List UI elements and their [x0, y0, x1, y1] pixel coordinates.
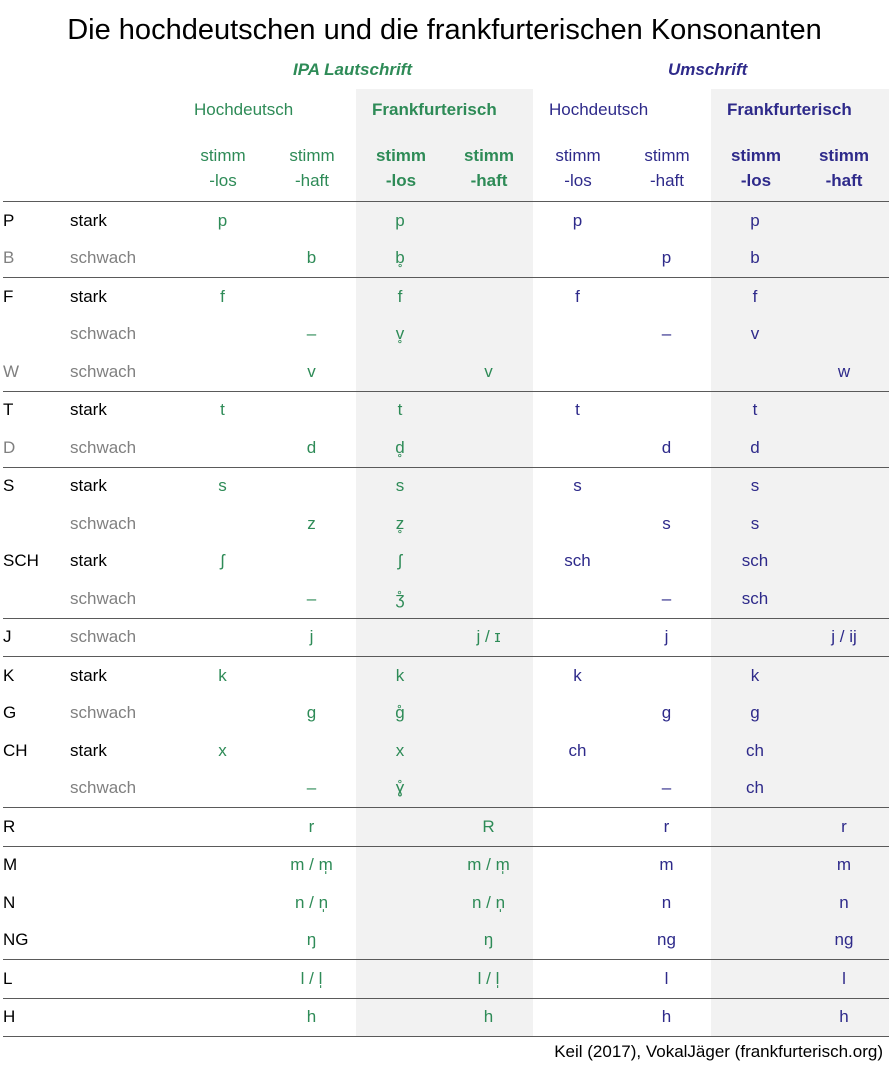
- row-letter: G: [3, 703, 17, 723]
- table-cell: j: [622, 618, 711, 657]
- row-letter: [3, 316, 70, 354]
- table-cell: [178, 240, 267, 278]
- group-header-ipa: IPA Lautschrift: [293, 60, 413, 79]
- table-cell: [178, 998, 267, 1037]
- table-cell: –: [661, 588, 672, 608]
- table-cell: [444, 391, 533, 429]
- table-cell: w: [799, 353, 889, 391]
- subheader-ipa-hd-stimmlos: stimm -los: [200, 146, 246, 190]
- table-cell: m: [622, 846, 711, 884]
- row-strength: stark: [70, 210, 107, 230]
- table-row: [3, 391, 889, 429]
- table-cell: [533, 960, 622, 999]
- table-cell: [711, 922, 799, 960]
- table-cell: [533, 505, 622, 543]
- table-cell: [444, 543, 533, 581]
- table-cell: [799, 391, 889, 429]
- table-cell: [178, 960, 267, 999]
- table-cell: R: [444, 808, 533, 847]
- table-cell: n / n̩: [444, 884, 533, 922]
- table-cell: [533, 695, 622, 733]
- table-cell: r: [799, 808, 889, 847]
- row-strength: stark: [70, 467, 178, 505]
- table-cell: [799, 202, 889, 240]
- header-ipa-hochdeutsch: Hochdeutsch: [194, 100, 294, 119]
- table-cell: v: [711, 316, 799, 354]
- table-cell: [178, 846, 267, 884]
- table-cell: [799, 657, 889, 695]
- row-letter: W: [3, 361, 20, 381]
- table-cell: [622, 278, 711, 316]
- table-row: [3, 202, 889, 240]
- table-row: [3, 505, 889, 543]
- table-cell: [178, 429, 267, 467]
- row-letter: R: [3, 808, 70, 847]
- table-cell: ŋ: [306, 930, 317, 950]
- row-letter: N: [3, 892, 16, 912]
- table-cell: [799, 543, 889, 581]
- table-cell: [356, 884, 444, 922]
- row-letter: H: [3, 998, 70, 1037]
- table-cell: [622, 391, 711, 429]
- table-cell: [533, 884, 622, 922]
- table-cell: l / l̩: [267, 960, 356, 999]
- table-cell: s: [711, 505, 799, 543]
- table-cell: sch: [711, 580, 799, 618]
- table-cell: sch: [564, 551, 591, 571]
- table-cell: [356, 960, 444, 999]
- table-cell: [799, 580, 889, 618]
- row-strength: schwach: [70, 703, 137, 723]
- table-cell: [533, 618, 622, 657]
- table-cell: z̥: [356, 505, 444, 543]
- table-cell: s: [711, 467, 799, 505]
- row-letter: L: [3, 960, 70, 999]
- source-credit: Keil (2017), VokalJäger (frankfurterisch.org): [554, 1042, 883, 1061]
- table-cell: f: [533, 278, 622, 316]
- table-row: [3, 884, 889, 922]
- table-cell: ʃ: [356, 543, 444, 581]
- row-letter: D: [3, 437, 16, 457]
- table-cell: [178, 316, 267, 354]
- row-letter: P: [3, 210, 15, 230]
- table-cell: [267, 391, 356, 429]
- table-cell: f: [356, 278, 444, 316]
- table-cell: g: [711, 695, 799, 733]
- header-umschrift-hochdeutsch: Hochdeutsch: [549, 100, 649, 119]
- table-cell: [799, 732, 889, 770]
- row-strength: schwach: [70, 588, 137, 608]
- table-cell: t: [533, 391, 622, 429]
- table-row: [3, 695, 889, 733]
- table-cell: [711, 808, 799, 847]
- table-cell: m / m̩: [444, 846, 533, 884]
- table-cell: [711, 846, 799, 884]
- subheader-um-hd-stimmlos: stimm -los: [555, 146, 601, 190]
- table-cell: g: [661, 703, 672, 723]
- row-strength: [70, 922, 178, 960]
- table-row: [3, 618, 889, 657]
- table-cell: [622, 467, 711, 505]
- subheader-ipa-ff-stimmlos: stimm -los: [375, 146, 427, 190]
- table-cell: [444, 202, 533, 240]
- table-cell: s: [356, 467, 444, 505]
- table-cell: k: [711, 657, 799, 695]
- table-row: [3, 770, 889, 808]
- table-cell: [711, 884, 799, 922]
- table-cell: f: [711, 278, 799, 316]
- row-letter: F: [3, 278, 70, 316]
- table-cell: [533, 316, 622, 354]
- table-cell: [356, 618, 444, 657]
- table-cell: [799, 695, 889, 733]
- table-cell: f: [178, 278, 267, 316]
- row-strength: schwach: [70, 618, 178, 657]
- subheader-ipa-hd-stimmhaft: stimm -haft: [289, 146, 335, 190]
- table-cell: j / ij: [799, 618, 889, 657]
- table-cell: s: [662, 513, 671, 533]
- table-cell: [799, 467, 889, 505]
- table-cell: d: [711, 429, 799, 467]
- table-row: [3, 543, 889, 581]
- table-cell: g: [306, 703, 317, 723]
- table-cell: t: [356, 391, 444, 429]
- table-cell: [533, 998, 622, 1037]
- table-cell: d̥: [356, 429, 444, 467]
- table-cell: [533, 846, 622, 884]
- table-cell: s: [178, 467, 267, 505]
- table-cell: [533, 770, 622, 808]
- table-cell: [178, 580, 267, 618]
- table-cell: t: [711, 391, 799, 429]
- table-cell: [178, 808, 267, 847]
- table-cell: [444, 505, 533, 543]
- table-cell: [711, 618, 799, 657]
- table-cell: p: [217, 210, 228, 230]
- table-cell: [711, 960, 799, 999]
- row-letter: [3, 580, 70, 618]
- table-cell: [622, 202, 711, 240]
- table-cell: v: [307, 361, 316, 381]
- group-header-umschrift: Umschrift: [668, 60, 748, 79]
- table-cell: n: [661, 892, 672, 912]
- table-cell: [711, 353, 799, 391]
- table-cell: k: [533, 657, 622, 695]
- subheader-um-hd-stimmhaft: stimm -haft: [644, 146, 690, 190]
- table-cell: [533, 580, 622, 618]
- table-cell: j: [267, 618, 356, 657]
- table-cell: [444, 695, 533, 733]
- table-cell: [711, 998, 799, 1037]
- row-strength: stark: [70, 391, 178, 429]
- page-title: Die hochdeutschen und die frankfurterischen Konsonanten: [67, 14, 822, 46]
- table-cell: [356, 998, 444, 1037]
- table-cell: sch: [711, 543, 799, 581]
- row-strength: schwach: [70, 324, 137, 344]
- table-cell: h: [267, 998, 356, 1037]
- table-cell: j / ɪ: [444, 618, 533, 657]
- table-cell: [444, 240, 533, 278]
- table-cell: [799, 770, 889, 808]
- table-cell: ŋ: [444, 922, 533, 960]
- table-cell: [356, 922, 444, 960]
- table-cell: –: [661, 778, 672, 798]
- table-cell: m: [799, 846, 889, 884]
- table-cell: ch: [711, 732, 799, 770]
- table-cell: [356, 808, 444, 847]
- table-cell: [444, 278, 533, 316]
- table-cell: [533, 808, 622, 847]
- table-cell: [622, 732, 711, 770]
- table-cell: ch: [711, 770, 799, 808]
- table-cell: s: [533, 467, 622, 505]
- table-cell: b̥: [356, 240, 444, 278]
- table-cell: [444, 580, 533, 618]
- table-cell: [444, 316, 533, 354]
- table-cell: ʃ: [220, 551, 225, 571]
- table-cell: v: [444, 353, 533, 391]
- table-cell: [267, 543, 356, 581]
- subheader-um-ff-stimmlos: stimm -los: [730, 146, 782, 190]
- table-cell: z: [307, 513, 316, 533]
- table-cell: ch: [568, 740, 587, 760]
- row-letter: T: [3, 391, 70, 429]
- table-row: [3, 316, 889, 354]
- table-cell: b: [306, 248, 317, 268]
- table-cell: m / m̩: [267, 846, 356, 884]
- table-row: [3, 240, 889, 278]
- table-cell: [799, 316, 889, 354]
- row-strength: [70, 884, 178, 922]
- table-cell: ng: [799, 922, 889, 960]
- table-cell: [267, 202, 356, 240]
- table-cell: n: [799, 884, 889, 922]
- table-cell: [178, 505, 267, 543]
- subheader-um-ff-stimmhaft: stimm -haft: [818, 146, 870, 190]
- table-cell: [799, 429, 889, 467]
- table-cell: n / n̩: [294, 892, 329, 912]
- table-cell: [356, 846, 444, 884]
- row-letter: CH: [3, 740, 28, 760]
- table-row: [3, 998, 889, 1037]
- table-row: [3, 960, 889, 999]
- table-cell: r: [267, 808, 356, 847]
- table-cell: p: [661, 248, 672, 268]
- row-strength: stark: [70, 657, 178, 695]
- consonant-table: [3, 201, 889, 1037]
- table-cell: [267, 657, 356, 695]
- table-cell: [444, 657, 533, 695]
- row-strength: stark: [70, 278, 178, 316]
- table-row: [3, 732, 889, 770]
- table-cell: h: [622, 998, 711, 1037]
- table-cell: [533, 922, 622, 960]
- row-strength: schwach: [70, 437, 137, 457]
- row-letter: S: [3, 467, 70, 505]
- table-cell: k: [356, 657, 444, 695]
- table-cell: h: [444, 998, 533, 1037]
- table-cell: d: [661, 437, 672, 457]
- table-cell: [622, 657, 711, 695]
- table-cell: [178, 884, 267, 922]
- row-strength: schwach: [70, 513, 137, 533]
- table-row: [3, 278, 889, 316]
- table-cell: g̊: [356, 695, 444, 733]
- table-cell: [799, 505, 889, 543]
- table-cell: [178, 353, 267, 391]
- table-cell: [533, 353, 622, 391]
- table-cell: [533, 429, 622, 467]
- table-cell: [178, 618, 267, 657]
- row-strength: schwach: [70, 361, 137, 381]
- row-letter: [3, 505, 70, 543]
- table-cell: l: [799, 960, 889, 999]
- subheader-ipa-ff-stimmhaft: stimm -haft: [463, 146, 515, 190]
- table-row: [3, 353, 889, 391]
- header-umschrift-frankfurterisch: Frankfurterisch: [727, 100, 852, 119]
- table-cell: x: [218, 740, 227, 760]
- table-cell: [267, 732, 356, 770]
- table-row: [3, 429, 889, 467]
- table-cell: [444, 429, 533, 467]
- table-cell: [444, 770, 533, 808]
- table-cell: [622, 353, 711, 391]
- table-cell: [267, 278, 356, 316]
- table-cell: l / l̩: [444, 960, 533, 999]
- table-cell: r: [622, 808, 711, 847]
- row-strength: [70, 808, 178, 847]
- table-cell: l: [622, 960, 711, 999]
- table-cell: [622, 543, 711, 581]
- table-cell: b: [711, 240, 799, 278]
- table-cell: d: [306, 437, 317, 457]
- table-row: [3, 846, 889, 884]
- table-cell: –: [306, 588, 317, 608]
- table-row: [3, 922, 889, 960]
- table-cell: ng: [657, 930, 676, 950]
- table-cell: [178, 922, 267, 960]
- table-cell: [533, 240, 622, 278]
- row-strength: [70, 998, 178, 1037]
- table-cell: p: [572, 210, 583, 230]
- table-cell: ʒ̊: [356, 580, 444, 618]
- row-letter: M: [3, 846, 70, 884]
- row-strength: stark: [70, 740, 107, 760]
- table-row: [3, 467, 889, 505]
- table-cell: v̥: [356, 316, 444, 354]
- row-strength: [70, 960, 178, 999]
- table-cell: t: [178, 391, 267, 429]
- table-cell: x: [356, 732, 444, 770]
- table-row: [3, 657, 889, 695]
- row-letter: [3, 770, 70, 808]
- table-cell: [178, 695, 267, 733]
- table-row: [3, 808, 889, 847]
- table-cell: k: [178, 657, 267, 695]
- table-row: [3, 580, 889, 618]
- table-cell: p: [711, 202, 799, 240]
- row-strength: [70, 846, 178, 884]
- table-cell: [267, 467, 356, 505]
- table-cell: [356, 353, 444, 391]
- table-cell: h: [799, 998, 889, 1037]
- row-letter: K: [3, 657, 70, 695]
- row-letter: NG: [3, 930, 29, 950]
- row-letter: SCH: [3, 551, 39, 571]
- table-cell: [444, 467, 533, 505]
- row-strength: schwach: [70, 248, 137, 268]
- row-strength: stark: [70, 551, 107, 571]
- row-letter: J: [3, 618, 70, 657]
- table-cell: [799, 240, 889, 278]
- table-cell: [178, 770, 267, 808]
- row-letter: B: [3, 248, 15, 268]
- table-cell: ɣ̊: [356, 770, 444, 808]
- table-cell: [799, 278, 889, 316]
- table-cell: p: [356, 202, 444, 240]
- table-cell: –: [306, 778, 317, 798]
- table-cell: –: [306, 324, 317, 344]
- row-strength: schwach: [70, 778, 137, 798]
- table-cell: [444, 732, 533, 770]
- table-cell: –: [661, 324, 672, 344]
- header-ipa-frankfurterisch: Frankfurterisch: [372, 100, 497, 119]
